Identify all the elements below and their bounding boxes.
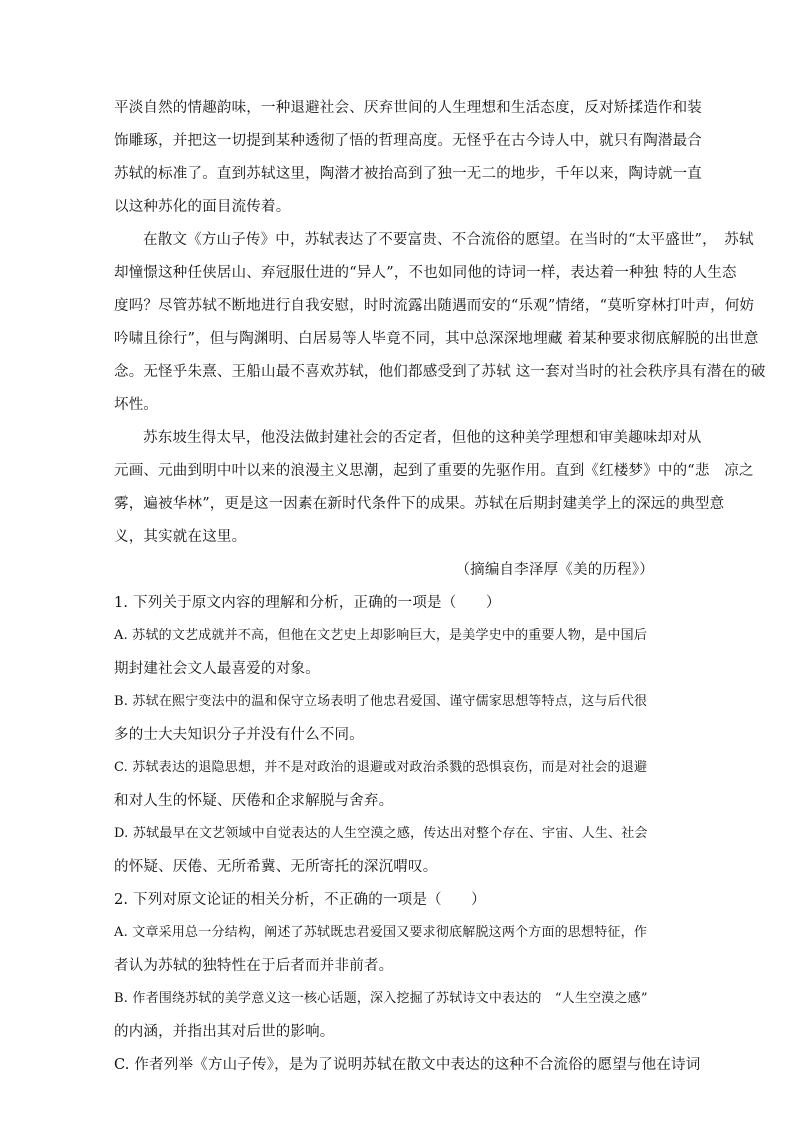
option-2c: C. 作者列举《方山子传》，是为了说明苏轼在散文中表达的这种不合流俗的愿望与他在诗词 [114, 1057, 701, 1073]
option-2b: B. 作者围绕苏轼的美学意义这一核心话题，深入挖掘了苏轼诗文中表达的 “人生空漠之感” [114, 991, 648, 1006]
text-line: 苏轼的标准了。直到苏轼这里，陶潜才被抬高到了独一无二的地步，千年以来，陶诗就一直 [114, 166, 702, 182]
text-line: 义，其实就在这里。 [114, 529, 247, 545]
option-1d-cont: 的怀疑、厌倦、无所希冀、无所寄托的深沉喟叹。 [114, 859, 438, 875]
source-citation: （摘编自李泽厚《美的历程》） [455, 562, 654, 578]
option-1d: D. 苏轼最早在文艺领域中自觉表达的人生空漠之感，传达出对整个存在、宇宙、人生、社会 [114, 826, 648, 841]
option-2a-cont: 者认为苏轼的独特性在于后者而并非前者。 [114, 958, 394, 974]
option-1b-cont: 多的士大夫知识分子并没有什么不同。 [114, 727, 364, 743]
text-line: 念。无怪乎朱熹、王船山最不喜欢苏轼，他们都感受到了苏轼 这一套对当时的社会秩序具有潜在的破 [114, 364, 766, 380]
text-line: 却憧憬这种任侠居山、弃冠服仕进的“异人”，不也如同他的诗词一样，表达着一种独 特的人生态 [114, 265, 737, 281]
option-1a: A. 苏轼的文艺成就并不高，但他在文艺史上却影响巨大，是美学史中的重要人物，是中国后 [114, 628, 648, 643]
text-line: 雾，遍被华林”，更是这一因素在新时代条件下的成果。苏轼在后期封建美学上的深远的典型意 [114, 496, 725, 512]
paragraph-first-line: 在散文《方山子传》中，苏轼表达了不要富贵、不合流俗的愿望。在当时的“太平盛世”， 苏轼 [143, 232, 754, 248]
option-2b-cont: 的内涵，并指出其对后世的影响。 [114, 1024, 335, 1040]
text-line: 饰雕琢，并把这一切提到某种透彻了悟的哲理高度。无怪乎在古今诗人中，就只有陶潜最合 [114, 133, 702, 149]
text-line: 度吗？尽管苏轼不断地进行自我安慰，时时流露出随遇而安的“乐观”情绪，“莫听穿林打叶声，何妨 [114, 298, 755, 314]
option-1a-cont: 期封建社会文人最喜爱的对象。 [114, 661, 320, 677]
option-1b: B. 苏轼在熙宁变法中的温和保守立场表明了他忠君爱国、谨守儒家思想等特点，这与后代很 [114, 694, 648, 709]
text-line: 吟啸且徐行”，但与陶渊明、白居易等人毕竟不同，其中总深深地埋藏 着某种要求彻底解脱的出世意 [114, 331, 759, 347]
paragraph-first-line: 苏东坡生得太早，他没法做封建社会的否定者，但他的这种美学理想和审美趣味却对从 [143, 430, 702, 446]
question-2-stem: 2. 下列对原文论证的相关分析，不正确的一项是（ ） [114, 892, 486, 908]
text-line: 坏性。 [114, 397, 159, 413]
text-line: 平淡自然的情趣韵味，一种退避社会、厌弃世间的人生理想和生活态度，反对矫揉造作和装 [114, 100, 702, 116]
text-line: 元画、元曲到明中叶以来的浪漫主义思潮，起到了重要的先驱作用。直到《红楼梦》中的“悲 凉之 [114, 463, 754, 479]
option-1c: C. 苏轼表达的退隐思想，并不是对政治的退避或对政治杀戮的恐惧哀伤，而是对社会的退避 [114, 760, 648, 775]
text-line: 以这种苏化的面目流传着。 [114, 199, 291, 215]
option-1c-cont: 和对人生的怀疑、厌倦和企求解脱与舍弃。 [114, 793, 394, 809]
option-2a: A. 文章采用总一分结构，阐述了苏轼既忠君爱国又要求彻底解脱这两个方面的思想特征，作 [114, 925, 648, 940]
question-1-stem: 1. 下列关于原文内容的理解和分析，正确的一项是（ ） [114, 595, 501, 611]
